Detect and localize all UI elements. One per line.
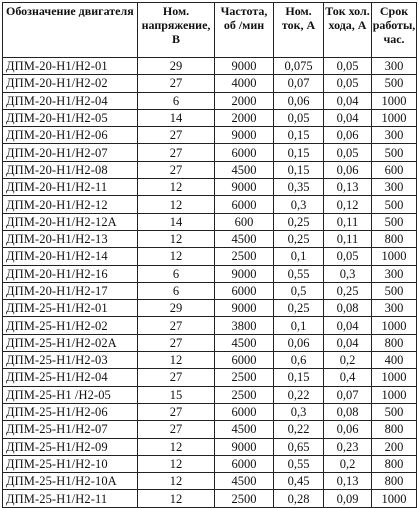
- nominal-voltage-cell: 12: [138, 455, 215, 472]
- motor-designation-cell: ДПМ-20-Н1/Н2-12: [3, 196, 138, 213]
- frequency-cell: 2000: [215, 92, 274, 109]
- motor-designation-cell: ДПМ-25-Н1/Н2-09: [3, 438, 138, 455]
- frequency-cell: 2500: [215, 386, 274, 403]
- nominal-voltage-cell: 12: [138, 248, 215, 265]
- motor-designation-cell: ДПМ-25-Н1/Н2-11: [3, 490, 138, 507]
- nominal-current-cell: 0,15: [274, 369, 324, 386]
- idle-current-cell: 0,11: [324, 213, 372, 230]
- frequency-cell: 6000: [215, 196, 274, 213]
- nominal-current-cell: 0,55: [274, 455, 324, 472]
- header-nominal-voltage: Ном. напряжение, В: [138, 3, 215, 58]
- idle-current-cell: 0,06: [324, 421, 372, 438]
- table-row: [3, 179, 417, 196]
- nominal-current-cell: 0,22: [274, 386, 324, 403]
- nominal-voltage-cell: 27: [138, 161, 215, 178]
- nominal-voltage-cell: 12: [138, 179, 215, 196]
- frequency-cell: 4500: [215, 230, 274, 247]
- idle-current-cell: 0,4: [324, 369, 372, 386]
- frequency-cell: 6000: [215, 144, 274, 161]
- nominal-current-cell: 0,075: [274, 58, 324, 75]
- frequency-cell: 9000: [215, 127, 274, 144]
- motor-designation-cell: ДПМ-25-Н1/Н2-02А: [3, 334, 138, 351]
- service-life-cell: 1000: [372, 369, 417, 386]
- motor-designation-cell: ДПМ-20-Н1/Н2-01: [3, 58, 138, 75]
- nominal-current-cell: 0,28: [274, 490, 324, 507]
- table-row: [3, 438, 417, 455]
- motor-designation-cell: ДПМ-20-Н1/Н2-13: [3, 230, 138, 247]
- motor-designation-cell: ДПМ-25-Н1/Н2-04: [3, 369, 138, 386]
- idle-current-cell: 0,04: [324, 109, 372, 126]
- service-life-cell: 1000: [372, 92, 417, 109]
- idle-current-cell: 0,05: [324, 144, 372, 161]
- nominal-voltage-cell: 27: [138, 75, 215, 92]
- service-life-cell: 800: [372, 230, 417, 247]
- idle-current-cell: 0,06: [324, 127, 372, 144]
- table-row: [3, 421, 417, 438]
- table-row: [3, 300, 417, 317]
- service-life-cell: 500: [372, 403, 417, 420]
- motor-designation-cell: ДПМ-20-Н1/Н2-14: [3, 248, 138, 265]
- nominal-current-cell: 0,3: [274, 403, 324, 420]
- nominal-current-cell: 0,65: [274, 438, 324, 455]
- service-life-cell: 800: [372, 334, 417, 351]
- table-row: [3, 473, 417, 490]
- motor-designation-cell: ДПМ-25-Н1/Н2-07: [3, 421, 138, 438]
- nominal-current-cell: 0,1: [274, 317, 324, 334]
- nominal-voltage-cell: 29: [138, 300, 215, 317]
- motor-designation-cell: ДПМ-20-Н1/Н2-11: [3, 179, 138, 196]
- idle-current-cell: 0,05: [324, 58, 372, 75]
- table-row: [3, 127, 417, 144]
- nominal-current-cell: 0,45: [274, 473, 324, 490]
- frequency-cell: 4500: [215, 161, 274, 178]
- frequency-cell: 6000: [215, 455, 274, 472]
- table-body: [3, 58, 417, 508]
- nominal-current-cell: 0,05: [274, 109, 324, 126]
- header-motor-designation: Обозначение двигателя: [3, 3, 138, 58]
- nominal-current-cell: 0,25: [274, 213, 324, 230]
- nominal-voltage-cell: 12: [138, 230, 215, 247]
- nominal-current-cell: 0,35: [274, 179, 324, 196]
- header-idle-current: Ток хол. хода, А: [324, 3, 372, 58]
- service-life-cell: 500: [372, 75, 417, 92]
- nominal-voltage-cell: 6: [138, 282, 215, 299]
- nominal-current-cell: 0,55: [274, 265, 324, 282]
- motor-designation-cell: ДПМ-20-Н1/Н2-05: [3, 109, 138, 126]
- nominal-current-cell: 0,06: [274, 334, 324, 351]
- table-row: [3, 75, 417, 92]
- service-life-cell: 600: [372, 161, 417, 178]
- nominal-voltage-cell: 6: [138, 92, 215, 109]
- service-life-cell: 500: [372, 196, 417, 213]
- frequency-cell: 9000: [215, 58, 274, 75]
- frequency-cell: 9000: [215, 300, 274, 317]
- table-row: [3, 352, 417, 369]
- idle-current-cell: 0,25: [324, 282, 372, 299]
- nominal-voltage-cell: 12: [138, 196, 215, 213]
- table-row: [3, 213, 417, 230]
- table-row: [3, 490, 417, 507]
- idle-current-cell: 0,2: [324, 455, 372, 472]
- idle-current-cell: 0,06: [324, 161, 372, 178]
- table-row: [3, 109, 417, 126]
- idle-current-cell: 0,08: [324, 403, 372, 420]
- frequency-cell: 3800: [215, 317, 274, 334]
- idle-current-cell: 0,05: [324, 75, 372, 92]
- motor-spec-table: [2, 2, 417, 508]
- table-header: [3, 3, 417, 58]
- nominal-current-cell: 0,15: [274, 161, 324, 178]
- frequency-cell: 6000: [215, 352, 274, 369]
- service-life-cell: 800: [372, 455, 417, 472]
- motor-designation-cell: ДПМ-20-Н1/Н2-04: [3, 92, 138, 109]
- motor-designation-cell: ДПМ-25-Н1 /Н2-05: [3, 386, 138, 403]
- motor-designation-cell: ДПМ-25-Н1/Н2-03: [3, 352, 138, 369]
- nominal-current-cell: 0,07: [274, 75, 324, 92]
- frequency-cell: 2000: [215, 109, 274, 126]
- nominal-voltage-cell: 14: [138, 109, 215, 126]
- nominal-voltage-cell: 27: [138, 403, 215, 420]
- nominal-current-cell: 0,1: [274, 248, 324, 265]
- table-row: [3, 334, 417, 351]
- motor-designation-cell: ДПМ-20-Н1/Н2-12А: [3, 213, 138, 230]
- frequency-cell: 4000: [215, 75, 274, 92]
- idle-current-cell: 0,13: [324, 179, 372, 196]
- motor-designation-cell: ДПМ-20-Н1/Н2-02: [3, 75, 138, 92]
- frequency-cell: 600: [215, 213, 274, 230]
- nominal-voltage-cell: 12: [138, 438, 215, 455]
- idle-current-cell: 0,13: [324, 473, 372, 490]
- service-life-cell: 1000: [372, 109, 417, 126]
- nominal-voltage-cell: 27: [138, 127, 215, 144]
- nominal-voltage-cell: 12: [138, 490, 215, 507]
- nominal-current-cell: 0,6: [274, 352, 324, 369]
- frequency-cell: 4500: [215, 473, 274, 490]
- frequency-cell: 2500: [215, 490, 274, 507]
- frequency-cell: 4500: [215, 334, 274, 351]
- idle-current-cell: 0,12: [324, 196, 372, 213]
- nominal-current-cell: 0,06: [274, 92, 324, 109]
- table-row: [3, 230, 417, 247]
- service-life-cell: 300: [372, 265, 417, 282]
- nominal-voltage-cell: 27: [138, 317, 215, 334]
- table-row: [3, 317, 417, 334]
- nominal-current-cell: 0,25: [274, 230, 324, 247]
- table-row: [3, 144, 417, 161]
- frequency-cell: 6000: [215, 282, 274, 299]
- motor-spec-sheet: [2, 2, 417, 508]
- motor-designation-cell: ДПМ-20-Н1/Н2-06: [3, 127, 138, 144]
- nominal-voltage-cell: 27: [138, 369, 215, 386]
- nominal-current-cell: 0,15: [274, 144, 324, 161]
- header-row: [3, 3, 417, 58]
- table-row: [3, 455, 417, 472]
- nominal-current-cell: 0,3: [274, 196, 324, 213]
- motor-designation-cell: ДПМ-20-Н1/Н2-17: [3, 282, 138, 299]
- nominal-voltage-cell: 12: [138, 473, 215, 490]
- service-life-cell: 500: [372, 144, 417, 161]
- service-life-cell: 1000: [372, 317, 417, 334]
- service-life-cell: 300: [372, 127, 417, 144]
- service-life-cell: 500: [372, 213, 417, 230]
- idle-current-cell: 0,07: [324, 386, 372, 403]
- nominal-voltage-cell: 15: [138, 386, 215, 403]
- idle-current-cell: 0,04: [324, 92, 372, 109]
- frequency-cell: 9000: [215, 438, 274, 455]
- nominal-voltage-cell: 27: [138, 334, 215, 351]
- motor-designation-cell: ДПМ-20-Н1/Н2-07: [3, 144, 138, 161]
- service-life-cell: 1000: [372, 248, 417, 265]
- frequency-cell: 2500: [215, 369, 274, 386]
- idle-current-cell: 0,23: [324, 438, 372, 455]
- nominal-current-cell: 0,22: [274, 421, 324, 438]
- service-life-cell: 1000: [372, 490, 417, 507]
- idle-current-cell: 0,05: [324, 248, 372, 265]
- nominal-voltage-cell: 12: [138, 352, 215, 369]
- header-service-life: Срок работы, час.: [372, 3, 417, 58]
- service-life-cell: 400: [372, 352, 417, 369]
- frequency-cell: 9000: [215, 265, 274, 282]
- service-life-cell: 1000: [372, 386, 417, 403]
- motor-designation-cell: ДПМ-25-Н1/Н2-02: [3, 317, 138, 334]
- nominal-voltage-cell: 27: [138, 421, 215, 438]
- table-row: [3, 369, 417, 386]
- motor-designation-cell: ДПМ-25-Н1/Н2-01: [3, 300, 138, 317]
- idle-current-cell: 0,04: [324, 317, 372, 334]
- frequency-cell: 6000: [215, 403, 274, 420]
- table-row: [3, 386, 417, 403]
- idle-current-cell: 0,3: [324, 265, 372, 282]
- table-row: [3, 161, 417, 178]
- nominal-voltage-cell: 6: [138, 265, 215, 282]
- motor-designation-cell: ДПМ-25-Н1/Н2-10: [3, 455, 138, 472]
- table-row: [3, 282, 417, 299]
- frequency-cell: 9000: [215, 179, 274, 196]
- idle-current-cell: 0,2: [324, 352, 372, 369]
- motor-designation-cell: ДПМ-20-Н1/Н2-08: [3, 161, 138, 178]
- service-life-cell: 300: [372, 179, 417, 196]
- motor-designation-cell: ДПМ-20-Н1/Н2-16: [3, 265, 138, 282]
- table-row: [3, 248, 417, 265]
- nominal-current-cell: 0,25: [274, 300, 324, 317]
- frequency-cell: 2500: [215, 248, 274, 265]
- service-life-cell: 300: [372, 300, 417, 317]
- table-row: [3, 403, 417, 420]
- idle-current-cell: 0,09: [324, 490, 372, 507]
- header-frequency: Частота, об /мин: [215, 3, 274, 58]
- nominal-voltage-cell: 29: [138, 58, 215, 75]
- motor-designation-cell: ДПМ-25-Н1/Н2-10А: [3, 473, 138, 490]
- idle-current-cell: 0,11: [324, 230, 372, 247]
- table-row: [3, 265, 417, 282]
- nominal-voltage-cell: 14: [138, 213, 215, 230]
- table-row: [3, 196, 417, 213]
- nominal-current-cell: 0,5: [274, 282, 324, 299]
- frequency-cell: 4500: [215, 421, 274, 438]
- service-life-cell: 800: [372, 421, 417, 438]
- table-row: [3, 92, 417, 109]
- idle-current-cell: 0,04: [324, 334, 372, 351]
- nominal-voltage-cell: 27: [138, 144, 215, 161]
- table-row: [3, 58, 417, 75]
- service-life-cell: 800: [372, 473, 417, 490]
- motor-designation-cell: ДПМ-25-Н1/Н2-06: [3, 403, 138, 420]
- service-life-cell: 200: [372, 438, 417, 455]
- service-life-cell: 300: [372, 58, 417, 75]
- service-life-cell: 500: [372, 282, 417, 299]
- nominal-current-cell: 0,15: [274, 127, 324, 144]
- header-nominal-current: Ном. ток, А: [274, 3, 324, 58]
- idle-current-cell: 0,08: [324, 300, 372, 317]
